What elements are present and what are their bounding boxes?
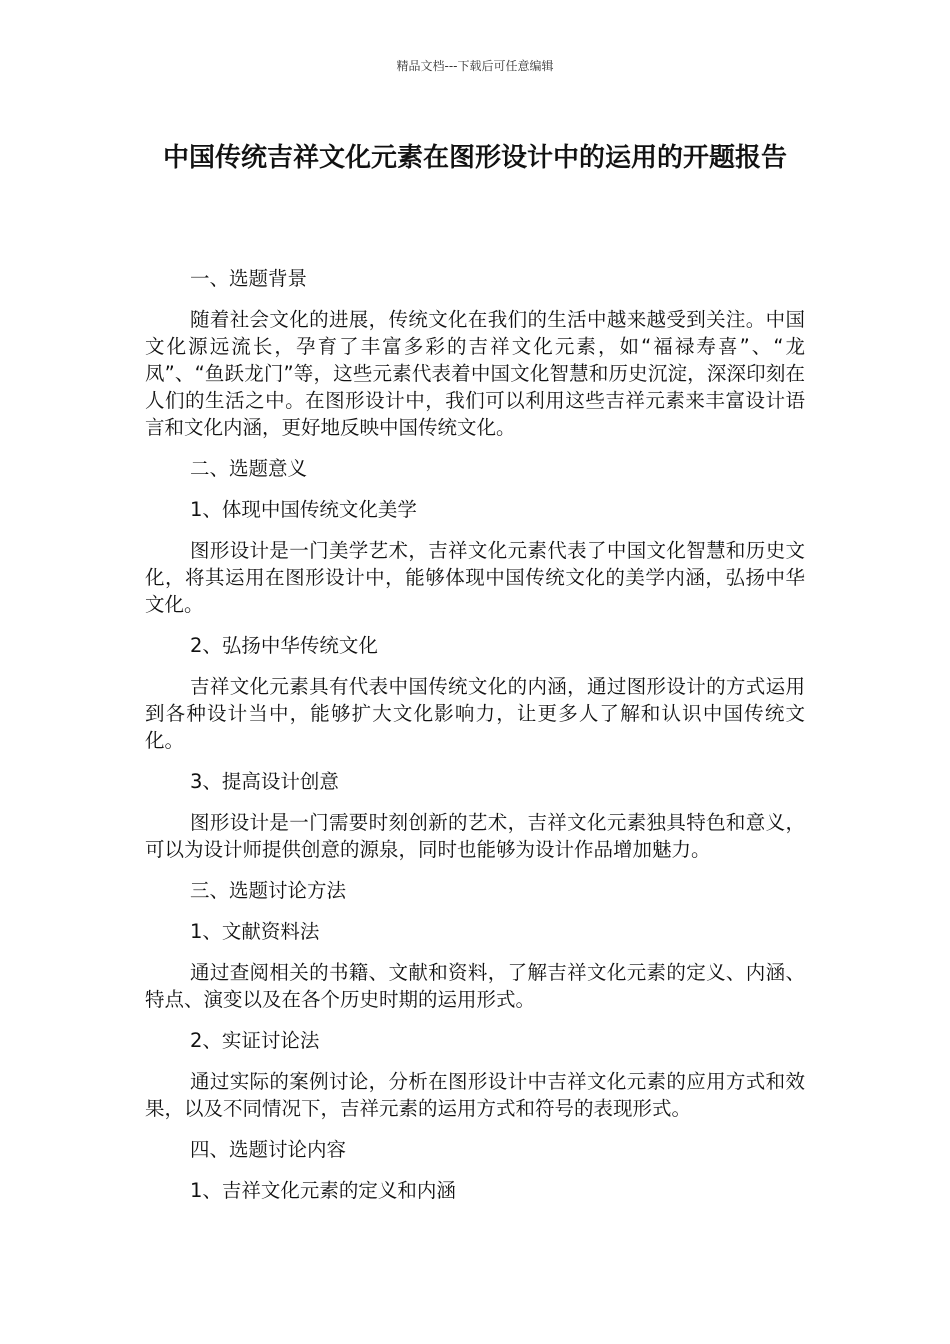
- paragraph-empirical-method: 通过实际的案例讨论，分析在图形设计中吉祥文化元素的应用方式和效果，以及不同情况下，吉祥元素的运用方式和符号的表现形式。: [145, 1070, 805, 1120]
- paragraph-promote-culture: 吉祥文化元素具有代表中国传统文化的内涵，通过图形设计的方式运用到各种设计当中，能够扩大文化影响力，让更多人了解和认识中国传统文化。: [145, 675, 805, 752]
- document-body: [145, 265, 805, 1218]
- section-heading-significance: 二、选题意义: [190, 457, 308, 480]
- subheading-promote-culture: 2、弘扬中华传统文化: [190, 634, 378, 657]
- section-heading-content: 四、选题讨论内容: [190, 1138, 347, 1161]
- paragraph-creativity: 图形设计是一门需要时刻创新的艺术，吉祥文化元素独具特色和意义，可以为设计师提供创意的源泉，同时也能够为设计作品增加魅力。: [145, 811, 805, 861]
- header-note: 精品文档---下载后可任意编辑: [396, 59, 554, 73]
- subheading-aesthetics: 1、体现中国传统文化美学: [190, 498, 417, 521]
- subheading-creativity: 3、提高设计创意: [190, 770, 339, 793]
- paragraph-aesthetics: 图形设计是一门美学艺术，吉祥文化元素代表了中国文化智慧和历史文化，将其运用在图形设计中，能够体现中国传统文化的美学内涵，弘扬中华文化。: [145, 539, 805, 616]
- subheading-definition: 1、吉祥文化元素的定义和内涵: [190, 1179, 456, 1202]
- paragraph-literature-method: 通过查阅相关的书籍、文献和资料，了解吉祥文化元素的定义、内涵、特点、演变以及在各个历史时期的运用形式。: [145, 961, 805, 1011]
- subheading-empirical-method: 2、实证讨论法: [190, 1029, 320, 1052]
- section-heading-background: 一、选题背景: [190, 267, 308, 290]
- subheading-literature-method: 1、文献资料法: [190, 920, 320, 943]
- document-title: 中国传统吉祥文化元素在图形设计中的运用的开题报告: [162, 143, 787, 173]
- section-heading-methods: 三、选题讨论方法: [190, 879, 347, 902]
- paragraph-background: 随着社会文化的进展，传统文化在我们的生活中越来越受到关注。中国文化源远流长，孕育了丰富多彩的吉祥文化元素，如“福禄寿喜”、“龙凤”、“鱼跃龙门”等，这些元素代表着中国文化智慧和历史沉淀，深深印刻在人们的生活之中。在图形设计中，我们可以利用这些吉祥元素来丰富设计语言和文化内涵，更好地反映中国传统文化。: [145, 308, 805, 439]
